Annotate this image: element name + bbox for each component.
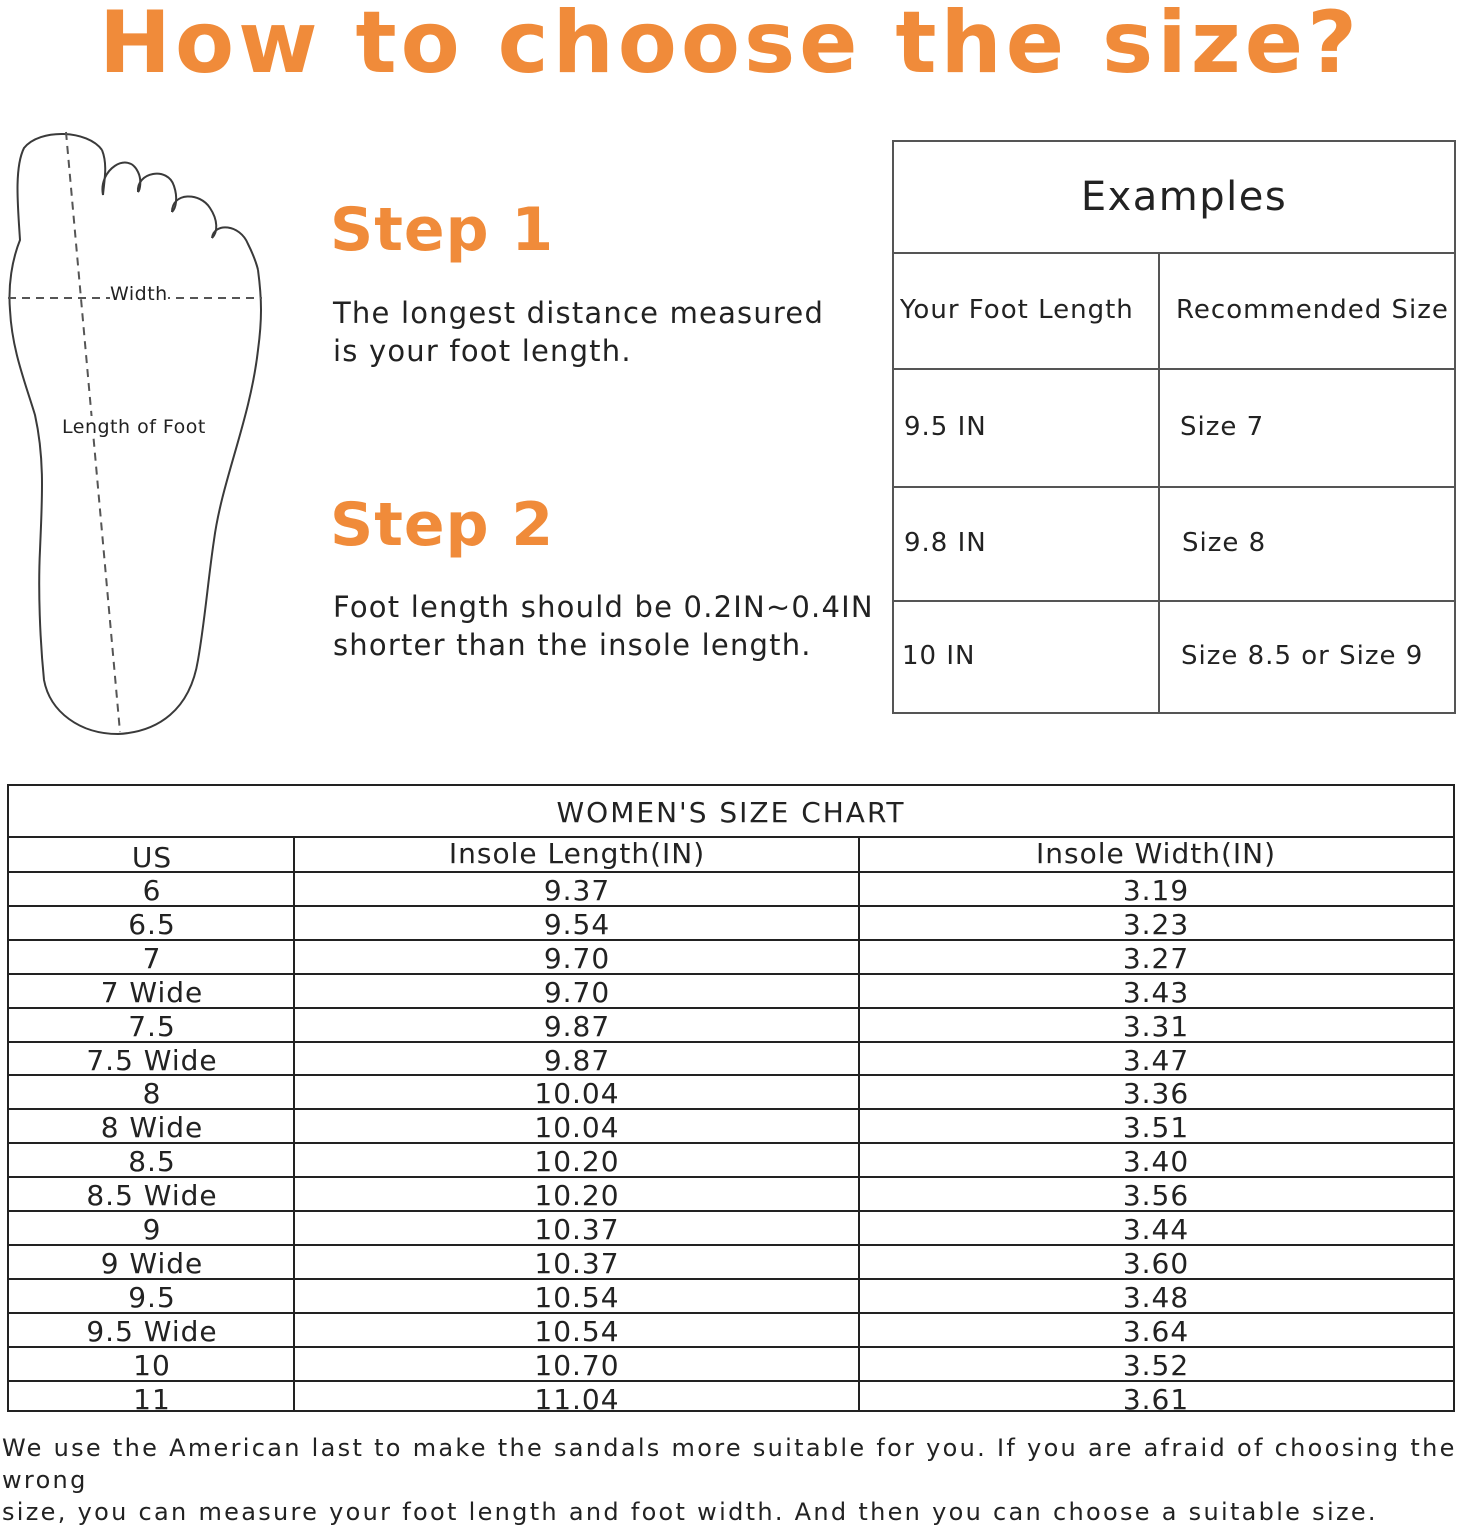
cell-insole-length: 9.54	[543, 907, 611, 941]
table-row	[9, 906, 1453, 940]
cell-us-size: 6	[142, 874, 162, 907]
cell-insole-width: 3.23	[1122, 907, 1190, 941]
cell-insole-length: 10.54	[534, 1280, 620, 1314]
cell-insole-width: 3.56	[1122, 1179, 1190, 1213]
examples-title: Examples	[1080, 174, 1288, 220]
table-row	[9, 1109, 1453, 1143]
page-title: How to choose the size?	[99, 0, 1361, 93]
cell-insole-length: 10.20	[534, 1145, 620, 1179]
cell-insole-width: 3.52	[1122, 1348, 1190, 1382]
cell-insole-length: 10.54	[534, 1314, 620, 1348]
cell-us-size: 7	[142, 941, 162, 975]
examples-row-size: Size 8.5 or Size 9	[1181, 641, 1424, 671]
cell-us-size: 9 Wide	[100, 1246, 204, 1280]
footer-line-2: size, you can measure your foot length and foot width. And then you can choose a suitable size.	[2, 1498, 1378, 1526]
cell-insole-length: 10.04	[534, 1111, 620, 1145]
size-chart-title: WOMEN'S SIZE CHART	[556, 796, 906, 829]
cell-us-size: 11	[133, 1382, 171, 1416]
table-row	[9, 1313, 1453, 1347]
cell-us-size: 7 Wide	[100, 975, 204, 1009]
table-row	[9, 872, 1453, 906]
header-insole-length: Insole Length(IN)	[448, 837, 706, 870]
step-2-heading: Step 2	[330, 490, 555, 560]
table-row	[9, 1008, 1453, 1042]
cell-us-size: 9.5	[128, 1280, 176, 1314]
table-row	[9, 1381, 1453, 1415]
table-row	[9, 1042, 1453, 1076]
step-1-line-1: The longest distance measured	[333, 296, 825, 330]
cell-insole-length: 11.04	[534, 1382, 620, 1416]
examples-row-size: Size 7	[1180, 412, 1265, 442]
womens-size-chart	[7, 784, 1455, 1416]
size-chart-header-row	[9, 838, 1453, 872]
table-row	[9, 1143, 1453, 1177]
examples-row-length: 9.5 IN	[904, 412, 987, 442]
cell-insole-length: 10.04	[534, 1077, 620, 1111]
cell-us-size: 10	[133, 1348, 171, 1382]
examples-row-size: Size 8	[1182, 528, 1267, 558]
cell-insole-width: 3.44	[1122, 1213, 1190, 1246]
cell-us-size: 8 Wide	[100, 1111, 204, 1145]
table-row	[9, 1075, 1453, 1109]
examples-row-length: 9.8 IN	[904, 528, 987, 558]
table-row	[9, 1211, 1453, 1245]
footer-line-1: We use the American last to make the sandals more suitable for you. If you are afraid of choosing the wrong	[2, 1434, 1457, 1494]
examples-header-recommended-size: Recommended Size	[1176, 295, 1449, 325]
cell-us-size: 7.5 Wide	[86, 1043, 218, 1077]
cell-insole-length: 9.87	[543, 1043, 611, 1077]
cell-insole-width: 3.36	[1122, 1077, 1190, 1111]
cell-us-size: 8.5	[128, 1145, 176, 1179]
table-row	[9, 1245, 1453, 1279]
cell-us-size: 8.5 Wide	[86, 1179, 218, 1213]
table-row	[9, 974, 1453, 1008]
examples-header-foot-length: Your Foot Length	[900, 295, 1134, 325]
header-insole-width: Insole Width(IN)	[1035, 837, 1277, 870]
cell-us-size: 8	[142, 1077, 162, 1111]
step-1-line-2: is your foot length.	[333, 334, 632, 368]
step-1-text	[333, 294, 893, 370]
cell-insole-width: 3.27	[1122, 941, 1190, 975]
header-us: US	[131, 841, 173, 874]
cell-insole-width: 3.31	[1122, 1009, 1190, 1043]
step-1-heading: Step 1	[330, 195, 555, 265]
cell-insole-width: 3.47	[1122, 1043, 1190, 1077]
cell-insole-width: 3.64	[1122, 1314, 1190, 1348]
cell-us-size: 7.5	[128, 1009, 176, 1043]
cell-insole-width: 3.48	[1122, 1280, 1190, 1314]
cell-insole-length: 9.70	[543, 941, 611, 975]
cell-insole-length: 9.87	[543, 1009, 611, 1043]
table-row	[9, 940, 1453, 974]
table-row	[9, 1347, 1453, 1381]
examples-row-length: 10 IN	[902, 641, 976, 671]
step-2-line-2: shorter than the insole length.	[333, 628, 812, 662]
footer-note	[2, 1432, 1458, 1528]
cell-insole-length: 10.37	[534, 1213, 620, 1246]
divider	[1158, 252, 1160, 712]
cell-insole-length: 10.20	[534, 1179, 620, 1213]
cell-insole-length: 10.37	[534, 1246, 620, 1280]
foot-diagram	[0, 120, 290, 750]
step-2-text	[333, 588, 893, 664]
cell-insole-length: 9.70	[543, 975, 611, 1009]
cell-insole-width: 3.43	[1122, 975, 1190, 1009]
cell-insole-width: 3.19	[1122, 874, 1190, 907]
examples-table	[892, 140, 1456, 714]
cell-insole-length: 10.70	[534, 1348, 620, 1382]
cell-us-size: 9	[142, 1213, 162, 1246]
length-label: Length of Foot	[62, 416, 206, 438]
width-label: Width	[110, 283, 168, 305]
cell-insole-width: 3.40	[1122, 1145, 1190, 1179]
cell-insole-width: 3.51	[1122, 1111, 1190, 1145]
table-row	[9, 1177, 1453, 1211]
cell-us-size: 6.5	[128, 907, 176, 941]
cell-insole-length: 9.37	[543, 874, 611, 907]
cell-insole-width: 3.61	[1122, 1382, 1190, 1416]
step-2-line-1: Foot length should be 0.2IN~0.4IN	[333, 590, 874, 624]
cell-us-size: 9.5 Wide	[86, 1314, 218, 1348]
cell-insole-width: 3.60	[1122, 1246, 1190, 1280]
table-row	[9, 1279, 1453, 1313]
